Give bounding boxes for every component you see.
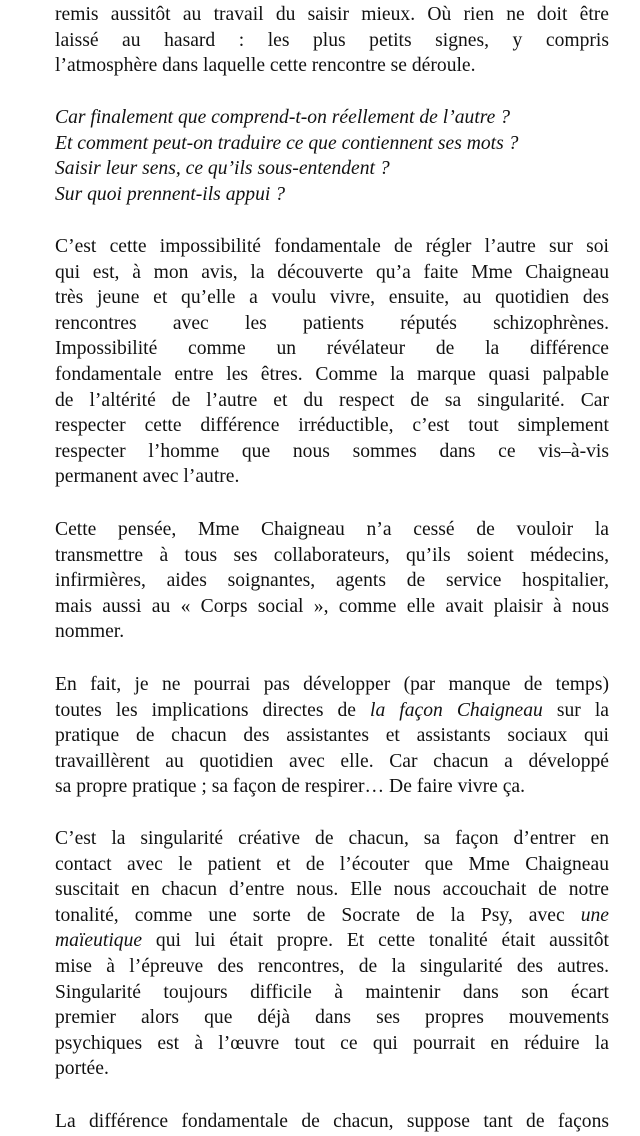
text-line: laissé au hasard : les plus petits signes, y compris: [55, 29, 609, 51]
text-line: de l’altérité de l’autre et du respect de sa singularité. Car: [55, 389, 609, 411]
paragraph-5: [55, 826, 609, 1082]
text-line: remis aussitôt au travail du saisir mieux. Où rien ne doit être: [55, 4, 609, 25]
question-line: Et comment peut-on traduire ce que contiennent ses mots ?: [55, 132, 519, 154]
text-line: permanent avec l’autre.: [55, 466, 240, 488]
text-line: pratique de chacun des assistantes et assistants sociaux qui: [55, 725, 609, 747]
text-line: Impossibilité comme un révélateur de la différence: [55, 338, 609, 360]
question-line: Car finalement que comprend-t-on réellement de l’autre ?: [55, 107, 511, 128]
text-line: tonalité, comme une sorte de Socrate de la Psy, avec une: [55, 904, 609, 926]
text-line: qui est, à mon avis, la découverte qu’a faite Mme Chaigneau: [55, 261, 609, 283]
italic-phrase: la façon Chaigneau: [370, 699, 543, 721]
text-line: infirmières, aides soignantes, agents de service hospitalier,: [55, 570, 609, 592]
text-line: La différence fondamentale de chacun, suppose tant de façons: [55, 1111, 609, 1132]
text-line: Singularité toujours difficile à maintenir dans son écart: [55, 981, 609, 1003]
text-line: premier alors que déjà dans ses propres mouvements: [55, 1007, 609, 1029]
text-line: respecter cette différence irréductible, c’est tout simplement: [55, 415, 609, 437]
text-line: mise à l’épreuve des rencontres, de la singularité des autres.: [55, 955, 609, 977]
text-line: fondamentale entre les êtres. Comme la marque quasi palpable: [55, 363, 609, 385]
text-line: En fait, je ne pourrai pas développer (par manque de temps): [55, 674, 609, 695]
text-line: C’est cette impossibilité fondamentale de régler l’autre sur soi: [55, 236, 609, 257]
text-line: maïeutique qui lui était propre. Et cette tonalité était aussitôt: [55, 930, 609, 952]
text-line: mais aussi au « Corps social », comme elle avait plaisir à nous: [55, 595, 609, 617]
text-line: nommer.: [55, 621, 125, 643]
paragraph-4: [55, 672, 609, 800]
italic-phrase: maïeutique: [55, 930, 143, 952]
text-line: transmettre à tous ses collaborateurs, qu’ils soient médecins,: [55, 544, 609, 566]
text-line: portée.: [55, 1058, 109, 1080]
text-line: respecter l’homme que nous sommes dans ce vis–à-vis: [55, 440, 609, 462]
text-line: C’est la singularité créative de chacun, sa façon d’entrer en: [55, 828, 609, 849]
paragraph-1: [55, 2, 609, 79]
paragraph-6: [55, 1109, 609, 1135]
text-line: toutes les implications directes de la façon Chaigneau sur la: [55, 699, 609, 721]
text-line: Cette pensée, Mme Chaigneau n’a cessé de vouloir la: [55, 519, 609, 540]
italic-phrase: une: [580, 904, 609, 926]
text-line: rencontres avec les patients réputés schizophrènes.: [55, 312, 609, 334]
paragraph-3: [55, 517, 609, 645]
question-line: Saisir leur sens, ce qu’ils sous-entendent ?: [55, 158, 390, 180]
italic-questions: [55, 105, 609, 207]
text-line: travaillèrent au quotidien avec elle. Car chacun a développé: [55, 750, 609, 772]
text-line: suscitait en chacun d’entre nous. Elle nous accouchait de notre: [55, 879, 609, 901]
question-line: Sur quoi prennent-ils appui ?: [55, 183, 286, 205]
text-line: l’atmosphère dans laquelle cette rencontre se déroule.: [55, 55, 476, 77]
text-line: très jeune et qu’elle a voulu vivre, ensuite, au quotidien des: [55, 287, 609, 309]
text-line: sa propre pratique ; sa façon de respirer… De faire vivre ça.: [55, 776, 526, 798]
text-line: psychiques est à l’œuvre tout ce qui pourrait en réduire la: [55, 1032, 609, 1054]
paragraph-2: [55, 234, 609, 490]
text-line: contact avec le patient et de l’écouter que Mme Chaigneau: [55, 853, 609, 875]
